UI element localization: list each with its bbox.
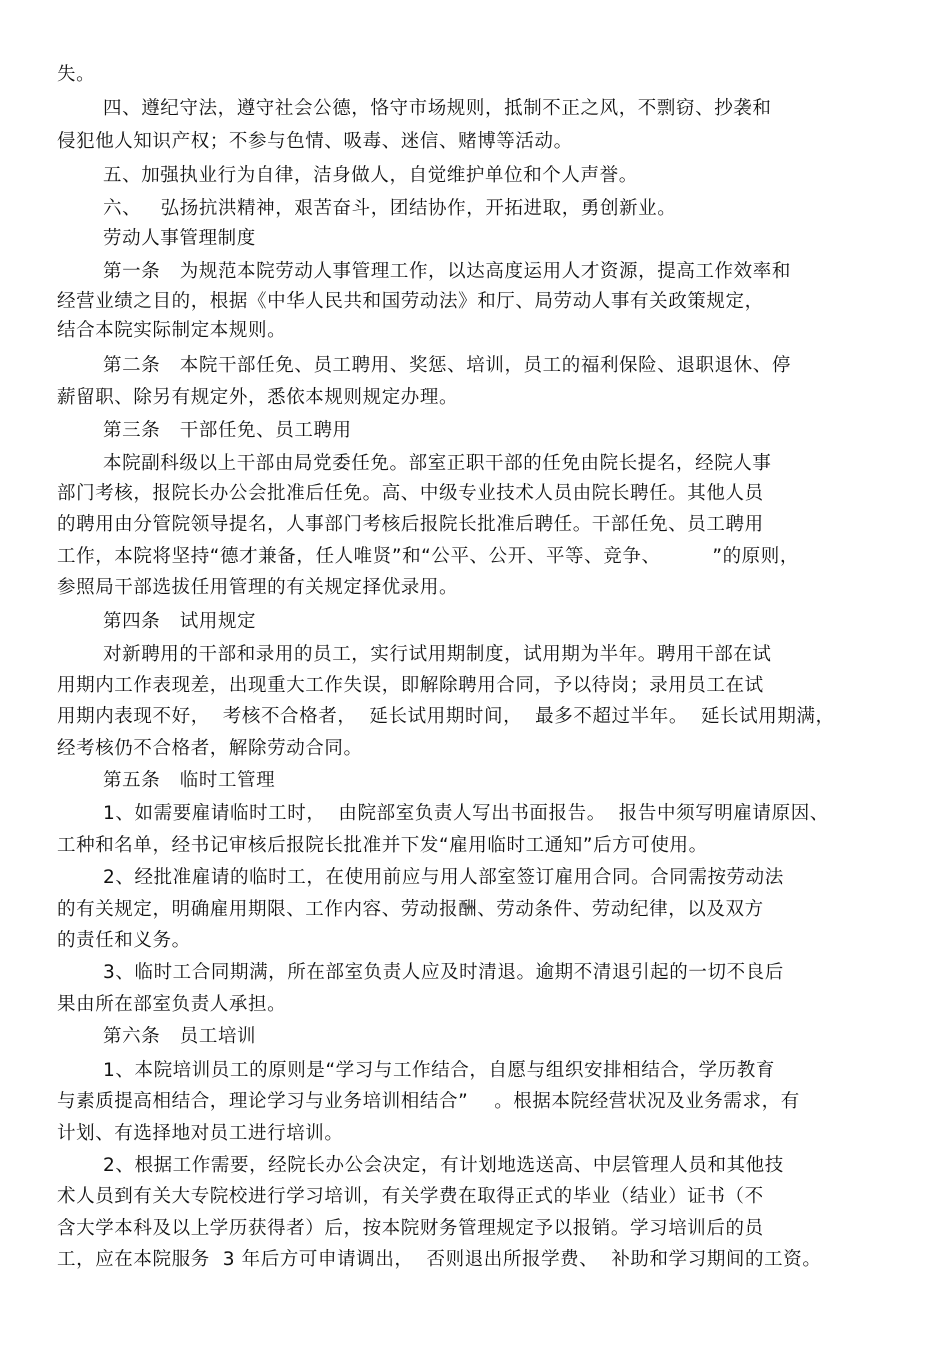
text-line: 2、经批准雇请的临时工，在使用前应与用人部室签订雇用合同。合同需按劳动法 — [103, 867, 784, 888]
section-heading: 劳动人事管理制度 — [103, 228, 256, 249]
text-line: 1、如需要雇请临时工时， 由院部室负责人写出书面报告。 报告中须写明雇请原因、 — [103, 803, 829, 824]
text-line: 2、根据工作需要，经院长办公会决定，有计划地选送高、中层管理人员和其他技 — [103, 1155, 784, 1176]
text-line: 参照局干部选拔任用管理的有关规定择优录用。 — [57, 577, 459, 598]
text-line: 果由所在部室负责人承担。 — [57, 994, 287, 1015]
text-line: 经营业绩之目的，根据《中华人民共和国劳动法》和厅、局劳动人事有关政策规定， — [57, 291, 764, 312]
text-line: 的聘用由分管院领导提名，人事部门考核后报院长批准后聘任。干部任免、员工聘用 — [57, 514, 764, 535]
text-line: 含大学本科及以上学历获得者）后，按本院财务管理规定予以报销。学习培训后的员 — [57, 1218, 764, 1239]
article-heading: 第四条 试用规定 — [103, 611, 257, 632]
text-line: 1、本院培训员工的原则是“学习与工作结合，自愿与组织安排相结合，学历教育 — [103, 1060, 775, 1081]
text-line: 用期内工作表现差，出现重大工作失误，即解除聘用合同，予以待岗；录用员工在试 — [57, 675, 764, 696]
text-line: 第一条 为规范本院劳动人事管理工作，以达高度运用人才资源，提高工作效率和 — [103, 261, 791, 282]
text-line: 本院副科级以上干部由局党委任免。部室正职干部的任免由院长提名，经院人事 — [103, 453, 772, 474]
text-line: 的责任和义务。 — [57, 930, 191, 951]
text-line: 计划、有选择地对员工进行培训。 — [57, 1123, 344, 1144]
text-line: 工，应在本院服务 3 年后方可申请调出， 否则退出所报学费、 补助和学习期间的工资。 — [57, 1249, 822, 1270]
text-line: 失。 — [57, 64, 96, 85]
text-line: 工作，本院将坚持“德才兼备，任人唯贤”和“公平、公开、平等、竞争、 ”的原则， — [57, 546, 799, 567]
text-line: 部门考核，报院长办公会批准后任免。高、中级专业技术人员由院长聘任。其他人员 — [57, 483, 764, 504]
text-line: 结合本院实际制定本规则。 — [57, 320, 287, 341]
article-heading: 第六条 员工培训 — [103, 1026, 257, 1047]
text-line: 经考核仍不合格者，解除劳动合同。 — [57, 738, 363, 759]
text-line: 第二条 本院干部任免、员工聘用、奖惩、培训，员工的福利保险、退职退休、停 — [103, 355, 791, 376]
text-line: 用期内表现不好， 考核不合格者， 延长试用期时间， 最多不超过半年。 延长试用期满， — [57, 706, 835, 727]
text-line: 侵犯他人知识产权；不参与色情、吸毒、迷信、赌博等活动。 — [57, 131, 573, 152]
article-heading: 第三条 干部任免、员工聘用 — [103, 420, 352, 441]
text-line: 的有关规定，明确雇用期限、工作内容、劳动报酬、劳动条件、劳动纪律，以及双方 — [57, 899, 764, 920]
text-line: 四、遵纪守法，遵守社会公德，恪守市场规则，抵制不正之风，不剽窃、抄袭和 — [103, 98, 772, 119]
text-line: 术人员到有关大专院校进行学习培训，有关学费在取得正式的毕业（结业）证书（不 — [57, 1186, 764, 1207]
text-line: 五、加强执业行为自律，洁身做人，自觉维护单位和个人声誉。 — [103, 165, 638, 186]
text-line: 对新聘用的干部和录用的员工，实行试用期制度，试用期为半年。聘用干部在试 — [103, 644, 772, 665]
text-line: 六、 弘扬抗洪精神，艰苦奋斗，团结协作，开拓进取，勇创新业。 — [103, 198, 677, 219]
text-line: 薪留职、除另有规定外，悉依本规则规定办理。 — [57, 387, 459, 408]
text-line: 3、临时工合同期满，所在部室负责人应及时清退。逾期不清退引起的一切不良后 — [103, 962, 784, 983]
text-line: 工种和名单，经书记审核后报院长批准并下发“雇用临时工通知”后方可使用。 — [57, 835, 708, 856]
article-heading: 第五条 临时工管理 — [103, 770, 276, 791]
text-line: 与素质提高相结合，理论学习与业务培训相结合” 。根据本院经营状况及业务需求，有 — [57, 1091, 800, 1112]
